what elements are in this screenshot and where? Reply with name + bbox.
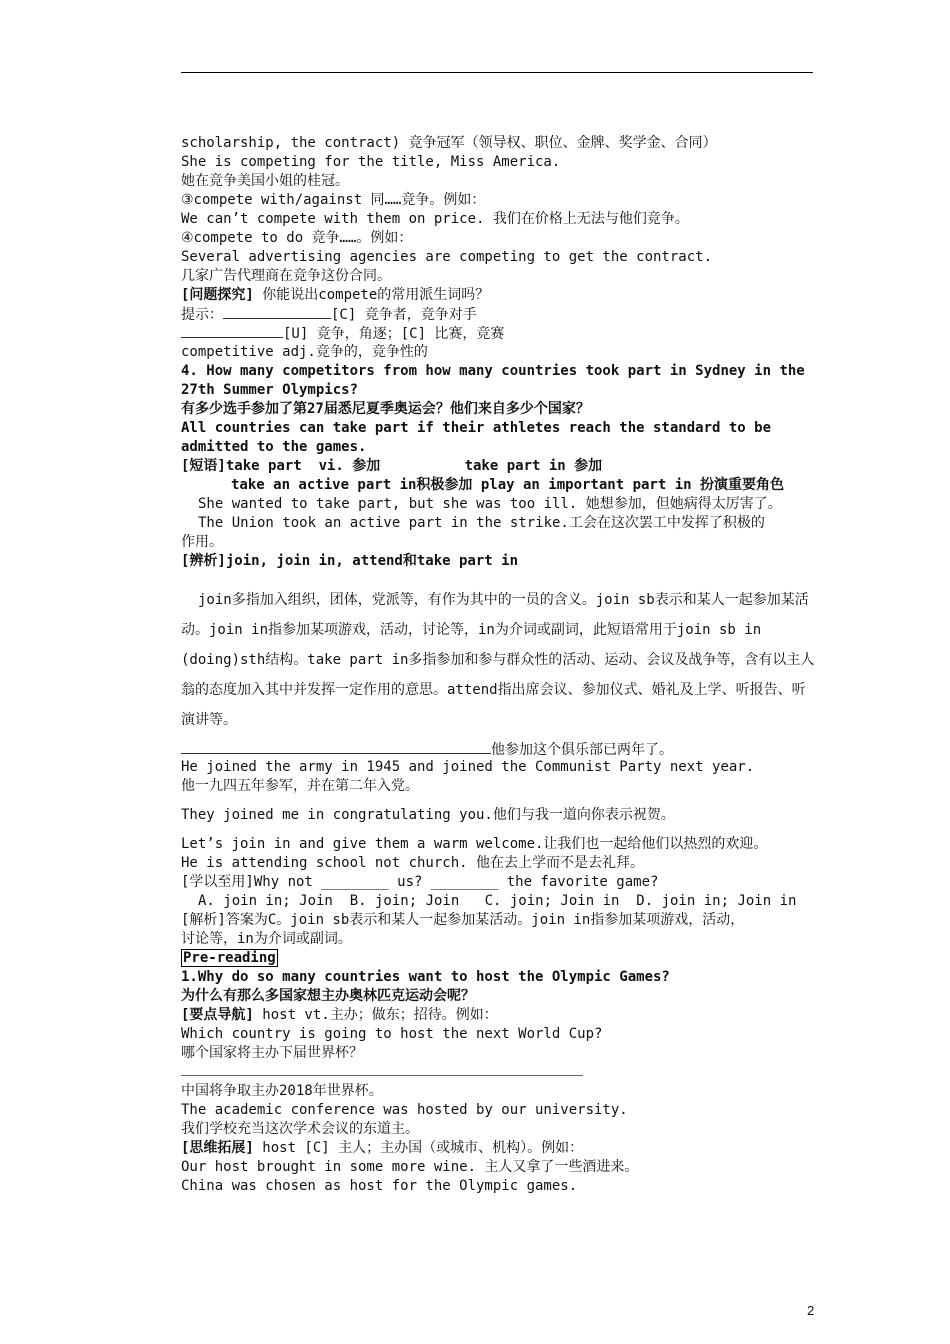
example-line: 他一九四五年参军，并在第二年入党。 <box>181 778 419 794</box>
section-tag: [思维拓展] <box>181 1140 254 1156</box>
analysis-line: [解析]答案为C。join sb表示和某人一起参加某活动。join in指参加某项游戏，活动， <box>181 912 745 928</box>
example-line: 中国将争取主办2018年世界杯。 <box>181 1083 383 1099</box>
text-line: We can’t compete with them on price. 我们在价格上无法与他们竞争。 <box>181 211 689 227</box>
analysis-line: 讨论等，in为介词或副词。 <box>181 931 352 947</box>
phrase-heading: [短语]take part vi. 参加 take part in 参加 <box>181 458 603 474</box>
extension-line: [思维拓展] host [C] 主人；主办国（或城市、机构）。例如： <box>181 1140 584 1156</box>
question-heading: 1.Why do so many countries want to host the Olympic Games? <box>181 969 670 985</box>
question-translation: 有多少选手参加了第27届悉尼夏季奥运会？他们来自多少个国家？ <box>181 401 590 417</box>
question-heading: 27th Summer Olympics? <box>181 382 359 398</box>
explanation-paragraph: join多指加入组织，团体，党派等，有作为其中的一员的含义。join sb表示和某人一起参加某活动。join in指参加某项游戏，活动，讨论等，in为介词或副词，此短语常用于join sb in (doing)sth结构。take part in多指参加和参与群众性的活动、运动、会议及战争等，含有以主人翁的态度加入其中并发挥一定作用的意思。attend指出席会议、参加仪式、婚礼及上学、听报告、听演讲等。 <box>181 592 815 728</box>
example-line: The academic conference was hosted by our university. <box>181 1102 628 1118</box>
text-line: ④compete to do 竞争……。例如： <box>181 230 413 246</box>
text-line: scholarship, the contract) 竞争冠军（领导权、职位、金牌、奖学金、合同） <box>181 135 717 151</box>
answer-text: admitted to the games. <box>181 439 367 455</box>
header-rule <box>181 72 813 73</box>
section-heading: Pre-reading <box>183 950 276 966</box>
answer-text: All countries can take part if their athletes reach the standard to be <box>181 420 772 436</box>
phrase-line: take an active part in积极参加 play an important part in 扮演重要角色 <box>231 477 785 493</box>
section-tag: [问题探究] <box>181 287 254 303</box>
page-number: 2 <box>807 1303 815 1318</box>
answer-blank <box>181 324 283 338</box>
document-body <box>181 134 815 1196</box>
text-line: 她在竞争美国小姐的桂冠。 <box>181 173 349 189</box>
question-explore: [问题探究] 你能说出compete的常用派生词吗？ <box>181 287 490 303</box>
hint-line: 提示： [C] 竞争者，竞争对手 <box>181 307 477 323</box>
question-heading: 4. How many competitors from how many countries took part in Sydney in the <box>181 363 805 379</box>
answer-blank <box>181 739 491 754</box>
text-line: 几家广告代理商在竞争这份合同。 <box>181 268 391 284</box>
text-line: ③compete with/against 同……竞争。例如： <box>181 192 486 208</box>
example-line: They joined me in congratulating you.他们与我一道向你表示祝贺。 <box>181 807 675 823</box>
question-translation: 为什么有那么多国家想主办奥林匹克运动会呢？ <box>181 988 475 1004</box>
discrimination-heading: [辨析]join, join in, attend和take part in <box>181 553 519 569</box>
exercise-question: [学以至用]Why not ________ us? ________ the favorite game? <box>181 874 659 890</box>
text-line: competitive adj.竞争的，竞争性的 <box>181 344 428 360</box>
example-line: Our host brought in some more wine. 主人又拿了一些酒进来。 <box>181 1159 639 1175</box>
text-line: 作用。 <box>181 534 223 550</box>
example-line: She wanted to take part, but she was too ill. 她想参加，但她病得太厉害了。 <box>198 496 782 512</box>
example-line: China was chosen as host for the Olympic games. <box>181 1178 578 1194</box>
example-line: 我们学校充当这次学术会议的东道主。 <box>181 1121 419 1137</box>
answer-blank <box>181 1063 583 1076</box>
fill-in-line: 他参加这个俱乐部已两年了。 <box>181 739 815 758</box>
hint-line: [U] 竞争，角逐；[C] 比赛，竞赛 <box>181 324 815 343</box>
example-line: The Union took an active part in the strike.工会在这次罢工中发挥了积极的 <box>198 515 765 531</box>
text-line: She is competing for the title, Miss America. <box>181 154 561 170</box>
example-line: Which country is going to host the next World Cup? <box>181 1026 603 1042</box>
answer-blank <box>223 305 331 319</box>
key-point-line: [要点导航] host vt.主办；做东；招待。例如： <box>181 1007 498 1023</box>
example-line: 哪个国家将主办下届世界杯？ <box>181 1045 363 1061</box>
exercise-options: A. join in; Join B. join; Join C. join; Join in D. join in; Join in <box>198 893 797 909</box>
example-line: He joined the army in 1945 and joined the Communist Party next year. <box>181 759 755 775</box>
example-line: He is attending school not church. 他在去上学而不是去礼拜。 <box>181 855 645 871</box>
text-line: Several advertising agencies are competing to get the contract. <box>181 249 713 265</box>
section-tag: [要点导航] <box>181 1007 254 1023</box>
example-line: Let’s join in and give them a warm welcome.让我们也一起给他们以热烈的欢迎。 <box>181 836 768 852</box>
